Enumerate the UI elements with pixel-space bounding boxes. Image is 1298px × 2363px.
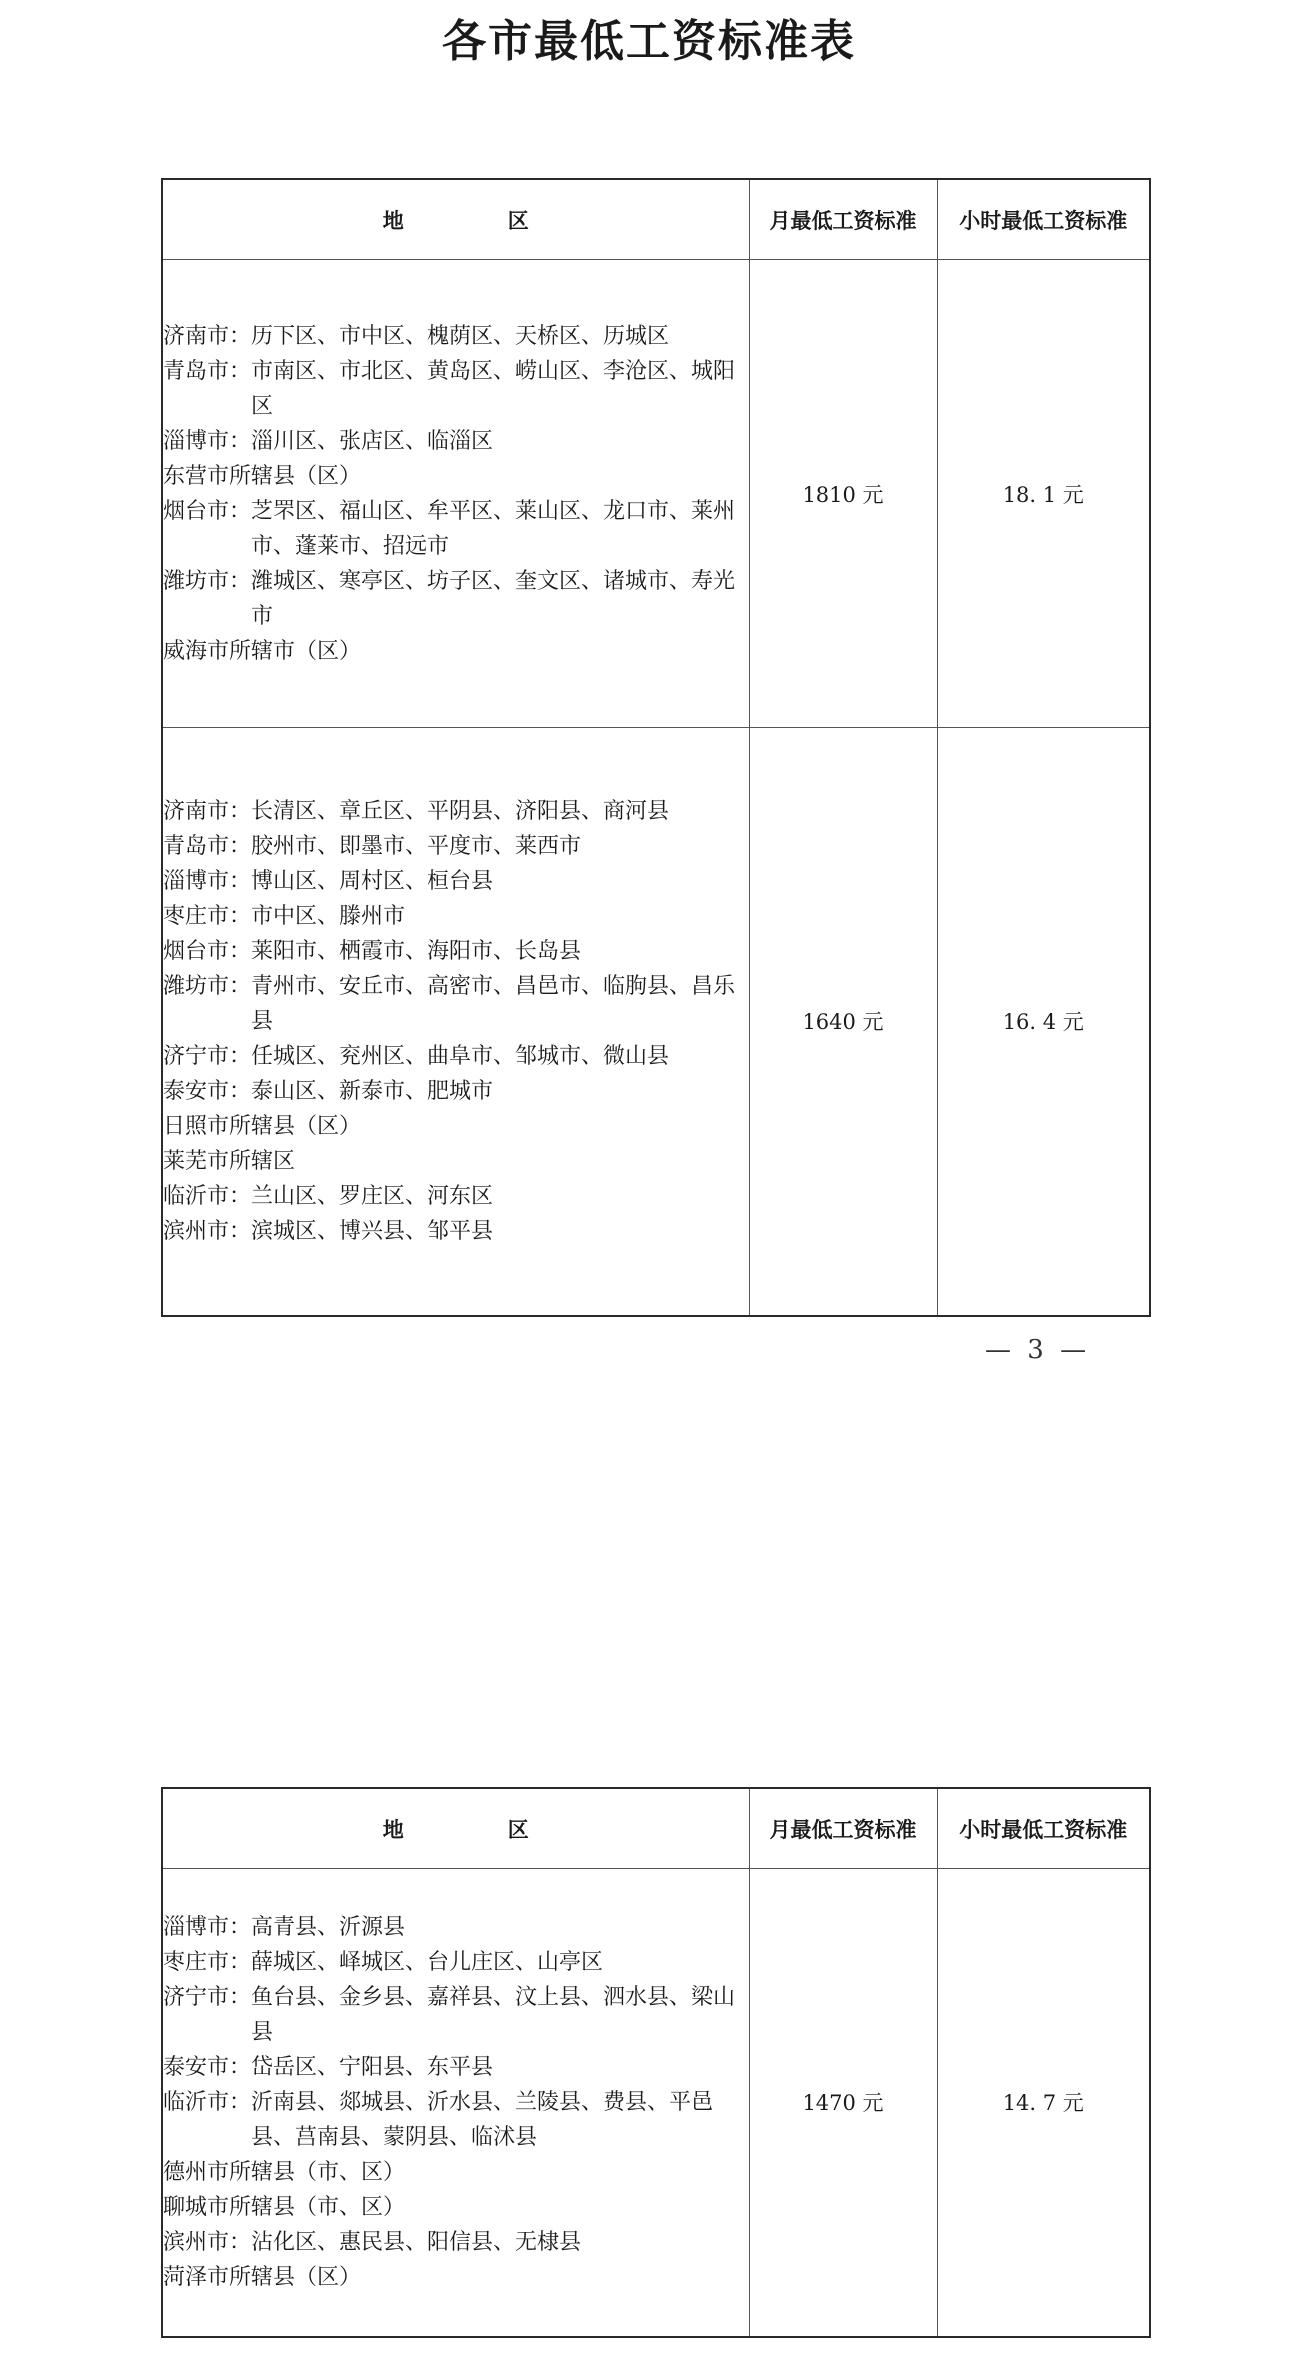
city-name: 济南市： — [163, 323, 252, 349]
hourly-wage: 14. 7 元 — [937, 1869, 1150, 2337]
region-line — [163, 494, 749, 564]
region-line — [163, 459, 749, 494]
monthly-wage: 1810 元 — [749, 260, 937, 728]
header-region — [162, 1788, 749, 1869]
district-list: 市南区、市北区、黄岛区、崂山区、李沧区、城阳区 — [251, 358, 736, 419]
city-name: 济宁市： — [163, 1043, 252, 1069]
city-name: 聊城市所辖县（市、区） — [163, 2194, 406, 2220]
table-row — [162, 1869, 1150, 2337]
page-title: 各市最低工资标准表 — [442, 16, 856, 67]
table-row — [162, 728, 1150, 1316]
district-list: 鱼台县、金乡县、嘉祥县、汶上县、泗水县、梁山县 — [251, 1984, 736, 2045]
region-line — [163, 424, 749, 459]
hourly-wage: 18. 1 元 — [937, 260, 1150, 728]
region-line — [163, 2260, 749, 2295]
city-name: 淄博市： — [163, 1914, 252, 1940]
region-line — [163, 1179, 749, 1214]
region-line — [163, 2085, 749, 2155]
monthly-wage: 1470 元 — [749, 1869, 937, 2337]
city-name: 德州市所辖县（市、区） — [163, 2159, 406, 2185]
region-line — [163, 564, 749, 634]
region-line — [163, 354, 749, 424]
city-name: 威海市所辖市（区） — [163, 638, 362, 664]
city-name: 临沂市： — [163, 2089, 252, 2115]
monthly-wage: 1640 元 — [749, 728, 937, 1316]
district-list: 兰山区、罗庄区、河东区 — [251, 1183, 494, 1209]
region-line — [163, 1074, 749, 1109]
district-list — [405, 2190, 748, 2225]
region-line — [163, 1980, 749, 2050]
hourly-wage: 16. 4 元 — [937, 728, 1150, 1316]
region-line — [163, 1039, 749, 1074]
district-list: 莱阳市、栖霞市、海阳市、长岛县 — [251, 938, 582, 964]
city-name: 枣庄市： — [163, 1949, 252, 1975]
city-name: 临沂市： — [163, 1183, 252, 1209]
region-line — [163, 829, 749, 864]
header-region — [162, 179, 749, 260]
district-list: 潍城区、寒亭区、坊子区、奎文区、诸城市、寿光市 — [251, 568, 736, 629]
region-line — [163, 1945, 749, 1980]
table-header-row — [162, 1788, 1150, 1869]
header-hourly: 小时最低工资标准 — [937, 1788, 1150, 1869]
page-number: — 3 — — [985, 1335, 1091, 1365]
city-name: 莱芜市所辖区 — [163, 1148, 296, 1174]
region-line — [163, 634, 749, 669]
region-line — [163, 969, 749, 1039]
wage-table-1 — [161, 178, 1151, 1317]
city-name: 菏泽市所辖县（区） — [163, 2264, 362, 2290]
header-region-part: 区 — [507, 208, 529, 233]
district-list: 芝罘区、福山区、牟平区、莱山区、龙口市、莱州市、蓬莱市、招远市 — [251, 498, 736, 559]
city-name: 济宁市： — [163, 1984, 252, 2010]
district-list: 薛城区、峄城区、台儿庄区、山亭区 — [251, 1949, 604, 1975]
district-list: 岱岳区、宁阳县、东平县 — [251, 2054, 494, 2080]
district-list — [361, 2260, 748, 2295]
city-name: 烟台市： — [163, 498, 252, 524]
region-line — [163, 2190, 749, 2225]
table-header-row — [162, 179, 1150, 260]
header-monthly: 月最低工资标准 — [749, 1788, 937, 1869]
region-line — [163, 1144, 749, 1179]
region-line — [163, 794, 749, 829]
city-name: 淄博市： — [163, 428, 252, 454]
district-list: 泰山区、新泰市、肥城市 — [251, 1078, 494, 1104]
city-name: 青岛市： — [163, 358, 252, 384]
city-name: 青岛市： — [163, 833, 252, 859]
region-line — [163, 2225, 749, 2260]
region-line — [163, 1910, 749, 1945]
city-name: 潍坊市： — [163, 568, 252, 594]
regions-cell — [162, 1869, 749, 2337]
district-list: 高青县、沂源县 — [251, 1914, 406, 1940]
regions-cell — [162, 260, 749, 728]
district-list: 沂南县、郯城县、沂水县、兰陵县、费县、平邑县、莒南县、蒙阴县、临沭县 — [251, 2089, 714, 2150]
region-line — [163, 899, 749, 934]
header-region-part: 地 — [382, 1817, 404, 1842]
district-list: 市中区、滕州市 — [251, 903, 406, 929]
district-list — [361, 1109, 748, 1144]
regions-cell — [162, 728, 749, 1316]
region-line — [163, 1109, 749, 1144]
city-name: 烟台市： — [163, 938, 252, 964]
region-line — [163, 1214, 749, 1249]
city-name: 泰安市： — [163, 2054, 252, 2080]
district-list — [405, 2155, 748, 2190]
district-list: 胶州市、即墨市、平度市、莱西市 — [251, 833, 582, 859]
region-line — [163, 864, 749, 899]
city-name: 潍坊市： — [163, 973, 252, 999]
district-list: 博山区、周村区、桓台县 — [251, 868, 494, 894]
table-row — [162, 260, 1150, 728]
district-list: 青州市、安丘市、高密市、昌邑市、临朐县、昌乐县 — [251, 973, 736, 1034]
city-name: 日照市所辖县（区） — [163, 1113, 362, 1139]
district-list: 沾化区、惠民县、阳信县、无棣县 — [251, 2229, 582, 2255]
district-list: 滨城区、博兴县、邹平县 — [251, 1218, 494, 1244]
region-line — [163, 934, 749, 969]
wage-table-2 — [161, 1787, 1151, 2338]
district-list: 长清区、章丘区、平阴县、济阳县、商河县 — [251, 798, 670, 824]
district-list — [361, 459, 748, 494]
district-list — [361, 634, 748, 669]
city-name: 泰安市： — [163, 1078, 252, 1104]
city-name: 滨州市： — [163, 1218, 252, 1244]
city-name: 济南市： — [163, 798, 252, 824]
header-region-part: 地 — [382, 208, 404, 233]
city-name: 滨州市： — [163, 2229, 252, 2255]
city-name: 枣庄市： — [163, 903, 252, 929]
city-name: 东营市所辖县（区） — [163, 463, 362, 489]
region-line — [163, 2155, 749, 2190]
district-list: 历下区、市中区、槐荫区、天桥区、历城区 — [251, 323, 670, 349]
district-list — [295, 1144, 748, 1179]
region-line — [163, 2050, 749, 2085]
header-monthly: 月最低工资标准 — [749, 179, 937, 260]
district-list: 任城区、兖州区、曲阜市、邹城市、微山县 — [251, 1043, 670, 1069]
header-region-part: 区 — [507, 1817, 529, 1842]
header-hourly: 小时最低工资标准 — [937, 179, 1150, 260]
district-list: 淄川区、张店区、临淄区 — [251, 428, 494, 454]
region-line — [163, 319, 749, 354]
city-name: 淄博市： — [163, 868, 252, 894]
